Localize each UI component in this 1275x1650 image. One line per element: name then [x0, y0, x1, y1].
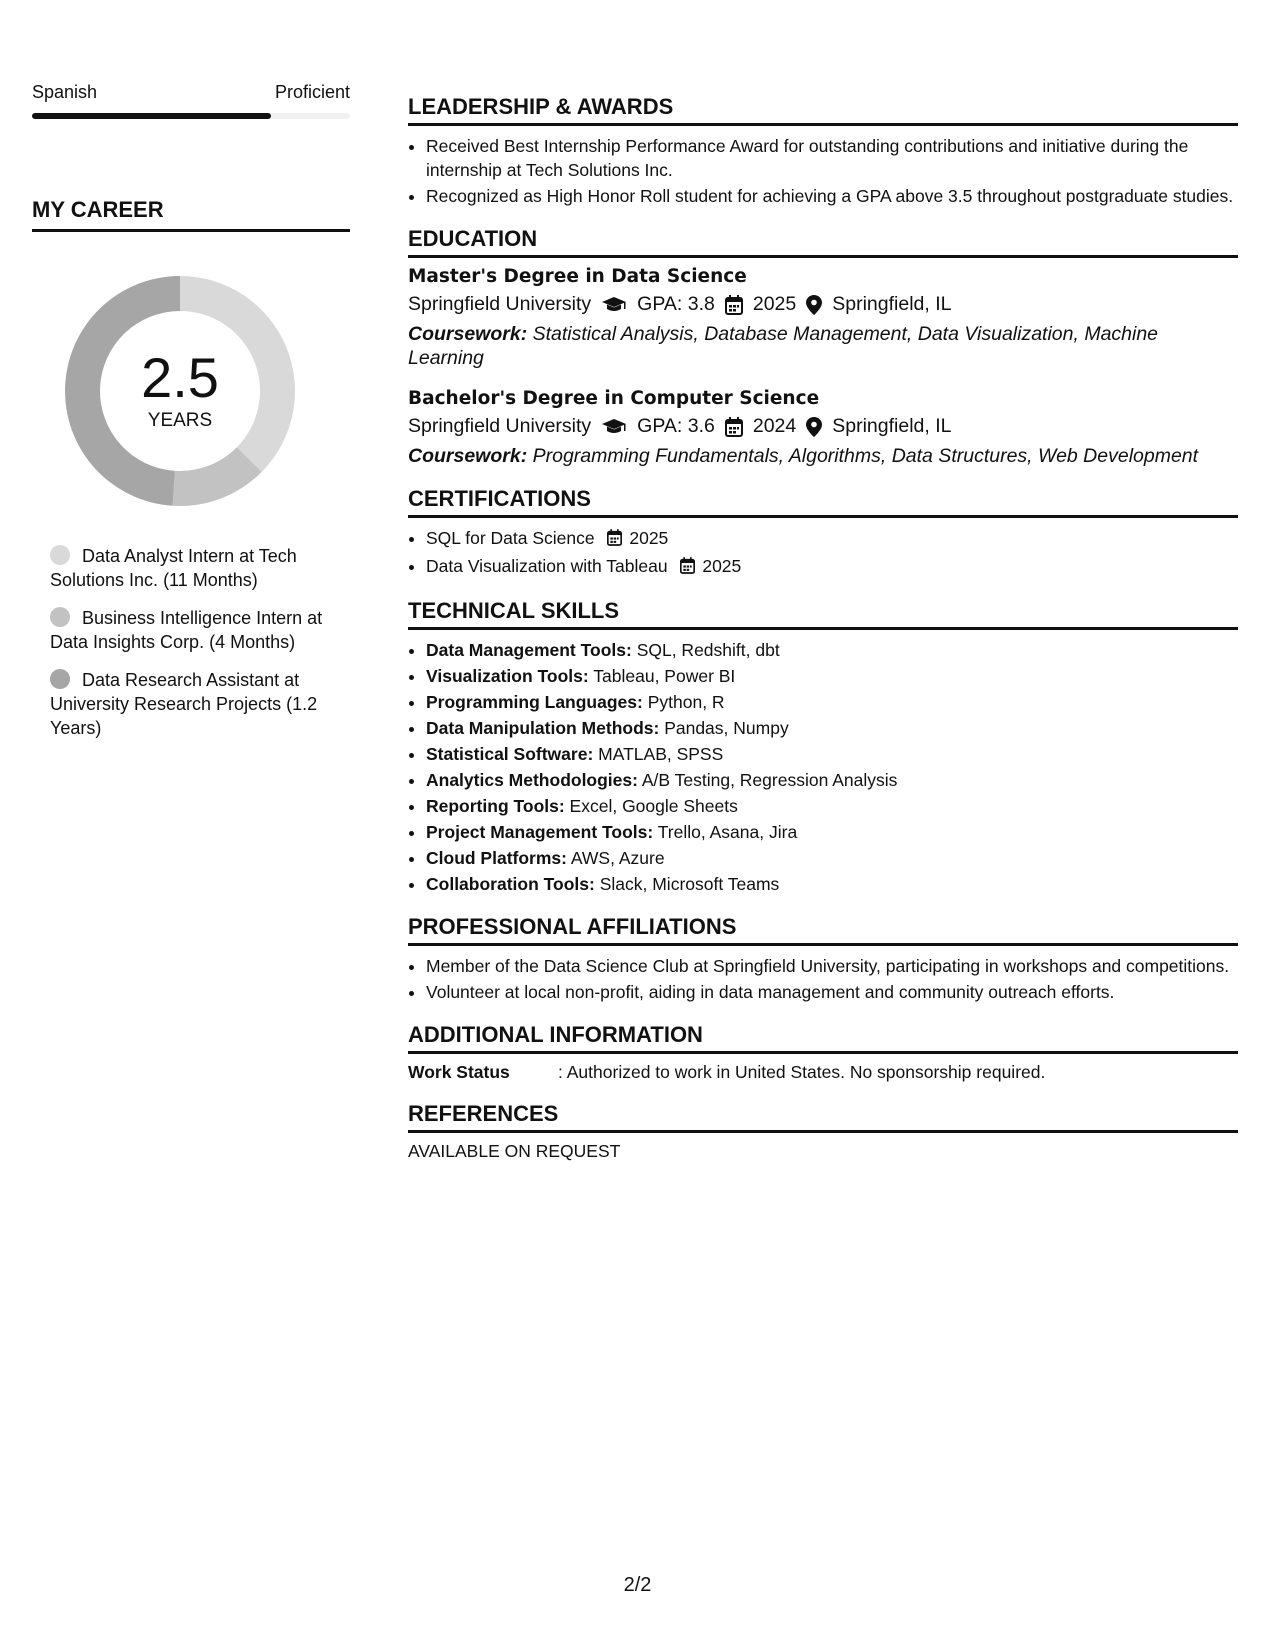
- career-legend-item: Data Analyst Intern at Tech Solutions Inc. (11 Months): [50, 546, 297, 590]
- map-pin-icon: [806, 295, 822, 315]
- references-text: AVAILABLE ON REQUEST: [408, 1141, 621, 1161]
- certifications-list: [408, 526, 1238, 580]
- language-proficiency-bar: [32, 113, 350, 119]
- list-item: • Visualization Tools: Tableau, Power BI: [426, 664, 1238, 688]
- graduation-cap-icon: [601, 296, 627, 314]
- section-heading: TECHNICAL SKILLS: [408, 598, 1238, 630]
- education-meta: [408, 415, 1238, 438]
- school-location: Springfield, IL: [832, 415, 952, 437]
- section-heading: PROFESSIONAL AFFILIATIONS: [408, 914, 1238, 946]
- calendar-icon: [725, 295, 743, 315]
- list-item: • Project Management Tools: Trello, Asana, Jira: [426, 820, 1238, 844]
- calendar-icon: [725, 417, 743, 437]
- career-donut-chart: [65, 276, 295, 506]
- additional-info-section: [408, 1022, 1238, 1083]
- skills-section: [408, 598, 1238, 896]
- list-item: • Received Best Internship Performance Award for outstanding contributions and initiative during the internship at Tech Solutions Inc.: [426, 134, 1238, 182]
- education-entry: [408, 266, 1238, 370]
- career-legend-item: Data Research Assistant at University Research Projects (1.2 Years): [50, 670, 318, 738]
- legend-dot-icon: [50, 545, 70, 565]
- list-item: • Member of the Data Science Club at Springfield University, participating in workshops and competitions.: [426, 954, 1238, 978]
- references-section: [408, 1101, 1238, 1162]
- certifications-section: [408, 486, 1238, 580]
- leadership-section: [408, 94, 1238, 208]
- work-status-label: Work Status: [408, 1062, 510, 1082]
- career-donut-center: [65, 276, 295, 506]
- list-item: • Data Management Tools: SQL, Redshift, dbt: [426, 638, 1238, 662]
- school-name: Springfield University: [408, 293, 592, 315]
- coursework: Coursework: Programming Fundamentals, Algorithms, Data Structures, Web Development: [408, 445, 1199, 467]
- list-item: • Programming Languages: Python, R: [426, 690, 1238, 714]
- school-location: Springfield, IL: [832, 293, 952, 315]
- language-row: [32, 82, 350, 103]
- coursework: Coursework: Statistical Analysis, Database Management, Data Visualization, Machine Learning: [408, 323, 1159, 369]
- list-item: • Collaboration Tools: Slack, Microsoft Teams: [426, 872, 1238, 896]
- gpa: GPA: 3.8: [637, 293, 715, 315]
- section-heading: ADDITIONAL INFORMATION: [408, 1022, 1238, 1054]
- list-item: • Volunteer at local non-profit, aiding in data management and community outreach efforts.: [426, 980, 1238, 1004]
- legend-dot-icon: [50, 669, 70, 689]
- list-item: • Data Manipulation Methods: Pandas, Numpy: [426, 716, 1238, 740]
- page-number: 2/2: [623, 1574, 652, 1596]
- school-name: Springfield University: [408, 415, 592, 437]
- graduation-year: 2024: [752, 415, 797, 437]
- language-proficiency-fill: [32, 113, 271, 119]
- work-status-value: : Authorized to work in United States. No sponsorship required.: [558, 1062, 1046, 1082]
- calendar-icon: [607, 528, 622, 552]
- main-content: [408, 94, 1238, 1180]
- affiliations-section: [408, 914, 1238, 1004]
- skills-list: [408, 638, 1238, 896]
- language-level: Proficient: [274, 82, 350, 102]
- list-item: • Reporting Tools: Excel, Google Sheets: [426, 794, 1238, 818]
- gpa: GPA: 3.6: [637, 415, 715, 437]
- list-item: • Data Visualization with Tableau 2025: [426, 554, 1238, 580]
- education-section: [408, 226, 1238, 468]
- calendar-icon: [680, 556, 695, 580]
- leadership-list: [408, 134, 1238, 208]
- map-pin-icon: [806, 417, 822, 437]
- section-heading: CERTIFICATIONS: [408, 486, 1238, 518]
- section-heading: REFERENCES: [408, 1101, 1238, 1133]
- list-item: • Cloud Platforms: AWS, Azure: [426, 846, 1238, 870]
- graduation-year: 2025: [752, 293, 797, 315]
- career-legend: [50, 544, 330, 740]
- legend-dot-icon: [50, 607, 70, 627]
- graduation-cap-icon: [601, 418, 627, 436]
- list-item: • SQL for Data Science 2025: [426, 526, 1238, 552]
- career-total: 2.5: [141, 346, 219, 409]
- section-heading: EDUCATION: [408, 226, 1238, 258]
- list-item: • Statistical Software: MATLAB, SPSS: [426, 742, 1238, 766]
- list-item: • Recognized as High Honor Roll student for achieving a GPA above 3.5 throughout postgraduate studies.: [426, 184, 1238, 208]
- career-heading: MY CAREER: [32, 197, 350, 232]
- career-unit: YEARS: [147, 410, 213, 431]
- sidebar: [32, 82, 350, 754]
- degree-title: Bachelor's Degree in Computer Science: [408, 388, 820, 409]
- degree-title: Master's Degree in Data Science: [408, 266, 747, 287]
- affiliations-list: [408, 954, 1238, 1004]
- education-meta: [408, 293, 1238, 316]
- language-name: Spanish: [32, 82, 98, 102]
- education-entry: [408, 388, 1238, 468]
- section-heading: LEADERSHIP & AWARDS: [408, 94, 1238, 126]
- work-status-row: [408, 1062, 1238, 1083]
- career-legend-item: Business Intelligence Intern at Data Insights Corp. (4 Months): [50, 608, 323, 652]
- list-item: • Analytics Methodologies: A/B Testing, Regression Analysis: [426, 768, 1238, 792]
